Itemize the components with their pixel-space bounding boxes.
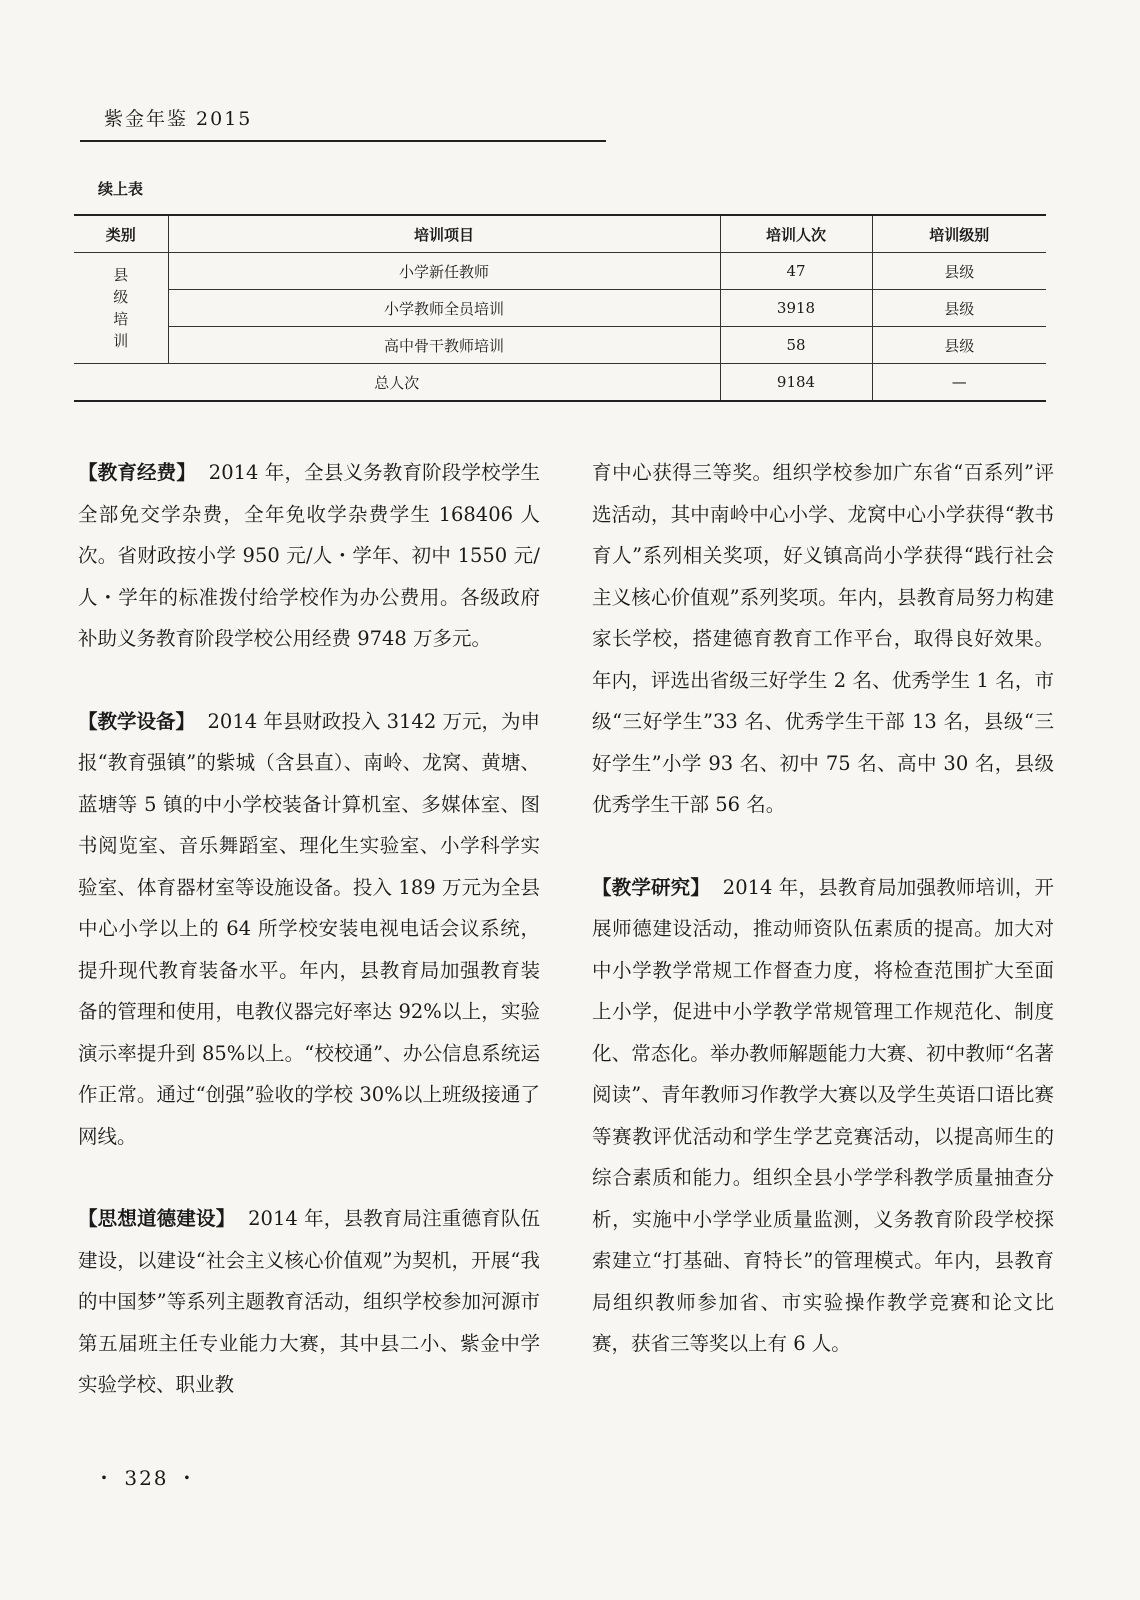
total-count: 9184 [720,364,872,402]
group-cell [74,253,168,364]
level-cell: 县级 [872,290,1046,327]
training-table [74,214,1046,402]
level-cell: 县级 [872,327,1046,364]
equipment-paragraph [78,701,540,1158]
equipment-body: 2014 年县财政投入 3142 万元，为申报“教育强镇”的紫城（含县直）、南岭、龙窝、黄塘、蓝塘等 5 镇的中小学校装备计算机室、多媒体室、图书阅览室、音乐舞蹈室、理化生实验室、小学科学实验室、体育器材室等设施设备。投入 189 万元为全县中心小学以上的 64 所学校安装电视电话会议系统，提升现代教育装备水平。年内，县教育局加强教育装备的管理和使用，电教仪器完好率达 92%以上，实验演示率提升到 85%以上。“校校通”、办公信息系统运作正常。通过“创强”验收的学校 30%以上班级接通了网线。 [78,709,540,1148]
count-cell: 47 [720,253,872,290]
table-header-row [74,215,1046,253]
research-body: 2014 年，县教育局加强教师培训，开展师德建设活动，推动师资队伍素质的提高。加大对中小学教学常规工作督查力度，将检查范围扩大至面上小学，促进中小学教学常规管理工作规范化、制度化、常态化。举办教师解题能力大赛、初中教师“名著阅读”、青年教师习作教学大赛以及学生英语口语比赛等赛教评优活动和学生学艺竞赛活动，以提高师生的综合素质和能力。组织全县小学学科教学质量抽查分析，实施中小学学业质量监测，义务教育阶段学校探索建立“打基础、育特长”的管理模式。年内，县教育局组织教师参加省、市实验操作教学竞赛和论文比赛，获省三等奖以上有 6 人。 [592,875,1054,1355]
moral-body-part1: 2014 年，县教育局注重德育队伍建设，以建设“社会主义核心价值观”为契机，开展“我的中国梦”等系列主题教育活动，组织学校参加河源市第五届班主任专业能力大赛，其中县二小、紫金中学实验学校、职业教 [78,1207,540,1396]
table-row [74,327,1046,364]
header-category: 类别 [74,215,168,253]
table-caption: 续上表 [98,180,144,198]
header-count: 培训人次 [720,215,872,253]
header-level: 培训级别 [872,215,1046,253]
moral-heading: 【思想道德建设】 [78,1207,236,1230]
table-row [74,290,1046,327]
research-paragraph [592,867,1054,1365]
project-cell: 小学新任教师 [168,253,720,290]
project-cell: 小学教师全员培训 [168,290,720,327]
funding-heading: 【教育经费】 [78,461,197,484]
funding-body: 2014 年，全县义务教育阶段学校学生全部免交学杂费，全年免收学杂费学生 168406 人次。省财政按小学 950 元/人・学年、初中 1550 元/人・学年的标准拨付给学校作为办公费用。各级政府补助义务教育阶段学校公用经费 9748 万多元。 [78,461,540,650]
total-level: — [872,364,1046,402]
header-divider [80,140,606,142]
header-project: 培训项目 [168,215,720,253]
page-number: ・ 328 ・ [94,1466,199,1490]
count-cell: 58 [720,327,872,364]
funding-paragraph [78,452,540,660]
equipment-heading: 【教学设备】 [78,709,196,733]
project-cell: 高中骨干教师培训 [168,327,720,364]
right-column [592,452,1054,1365]
moral-paragraph [78,1198,540,1406]
moral-continuation: 育中心获得三等奖。组织学校参加广东省“百系列”评选活动，其中南岭中心小学、龙窝中心小学获得“教书育人”系列相关奖项，好义镇高尚小学获得“践行社会主义核心价值观”系列奖项。年内，县教育局努力构建家长学校，搭建德育教育工作平台，取得良好效果。年内，评选出省级三好学生 2 名、优秀学生 1 名，市级“三好学生”33 名、优秀学生干部 13 名，县级“三好学生”小学 93 名、初中 75 名、高中 30 名，县级优秀学生干部 56 名。 [592,461,1054,816]
count-cell: 3918 [720,290,872,327]
total-label: 总人次 [74,364,720,402]
yearbook-title: 紫金年鉴 2015 [104,108,253,130]
table-row [74,253,1046,290]
total-row [74,364,1046,402]
research-heading: 【教学研究】 [592,875,711,899]
level-cell: 县级 [872,253,1046,290]
left-column [78,452,540,1406]
group-label: 县级培训 [113,266,129,350]
